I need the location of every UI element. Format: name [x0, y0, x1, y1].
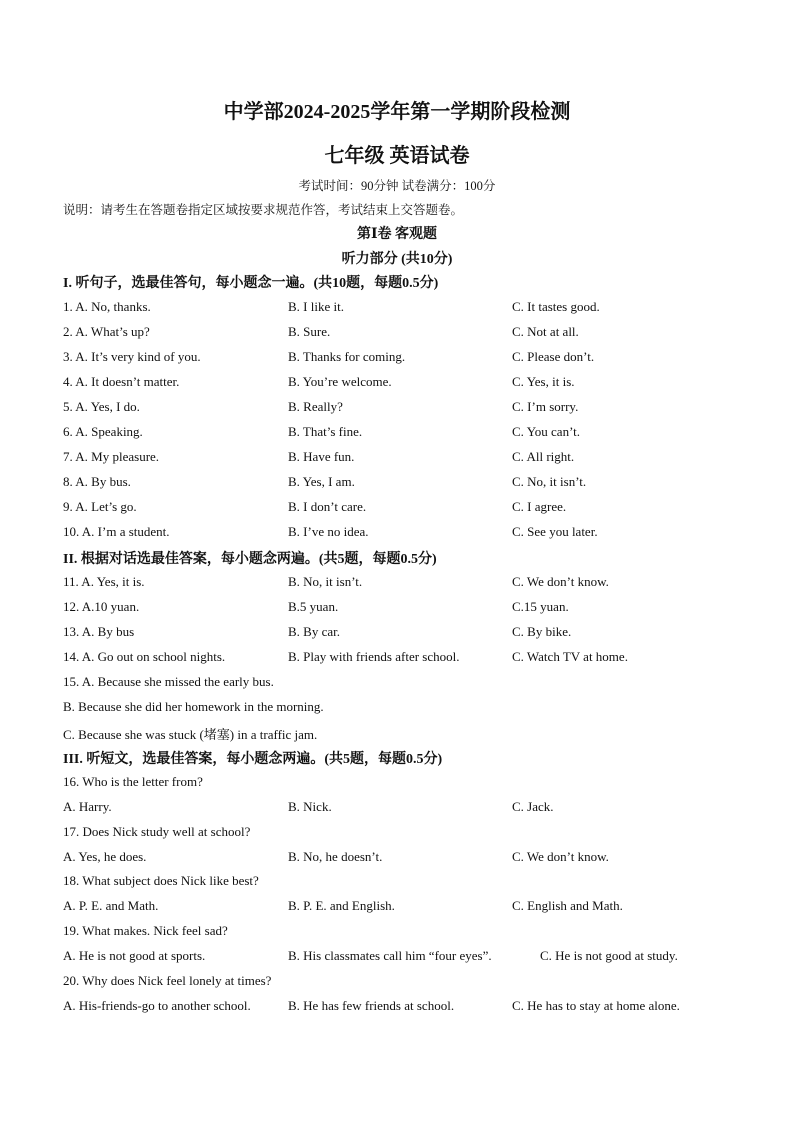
question-text: 16. Who is the letter from? — [63, 774, 203, 789]
option-a: A. His-friends-go to another school. — [63, 998, 251, 1013]
part-heading: 听力部分 (共10分) — [341, 252, 453, 267]
question-row — [0, 574, 794, 594]
option-c: C. Jack. — [512, 799, 554, 814]
question-row — [0, 499, 794, 519]
question-row — [0, 374, 794, 394]
option-a: 1. A. No, thanks. — [63, 299, 151, 314]
option-c: C. All right. — [512, 449, 575, 464]
option-c: C. By bike. — [512, 624, 572, 639]
option-a: 3. A. It’s very kind of you. — [63, 349, 201, 364]
option-c: C. We don’t know. — [512, 574, 609, 589]
option-b: B.5 yuan. — [288, 599, 339, 614]
question-row — [0, 624, 794, 644]
option-b: B. I don’t care. — [288, 499, 367, 514]
option-a: 6. A. Speaking. — [63, 424, 143, 439]
section-3-heading: III. 听短文，选最佳答案，每小题念两遍。(共5题，每题0.5分) — [63, 752, 443, 767]
question-row — [0, 424, 794, 444]
option-a: 10. A. I’m a student. — [63, 524, 170, 539]
option-b: B. Sure. — [288, 324, 331, 339]
exam-title: 中学部2024-2025学年第一学期阶段检测 — [223, 101, 571, 123]
option-c: C. It tastes good. — [512, 299, 600, 314]
option-b: B. Yes, I am. — [288, 474, 355, 489]
section-1-heading: I. 听句子，选最佳答句，每小题念一遍。(共10题，每题0.5分) — [63, 276, 439, 291]
option-c: C. See you later. — [512, 524, 598, 539]
option-b: B. His classmates call him “four eyes”. — [288, 948, 492, 963]
option-b: B. I like it. — [288, 299, 344, 314]
option-c: C. He is not good at study. — [540, 948, 678, 963]
exam-info: 考试时间：90分钟 试卷满分：100分 — [298, 179, 496, 193]
option-a: 13. A. By bus — [63, 624, 135, 639]
option-b: B. You’re welcome. — [288, 374, 392, 389]
option-c: C. He has to stay at home alone. — [512, 998, 680, 1013]
option-b: B. He has few friends at school. — [288, 998, 455, 1013]
question-row — [0, 524, 794, 544]
question-row — [0, 649, 794, 669]
option-b: B. No, he doesn’t. — [288, 849, 383, 864]
question-row — [0, 898, 794, 918]
option-a: 2. A. What’s up? — [63, 324, 150, 339]
option-a: A. Yes, he does. — [63, 849, 147, 864]
option-a: 4. A. It doesn’t matter. — [63, 374, 180, 389]
option-c: C.15 yuan. — [512, 599, 569, 614]
q15-option-a: 15. A. Because she missed the early bus. — [63, 674, 274, 689]
question-text: 19. What makes. Nick feel sad? — [63, 923, 228, 938]
option-c: C. Not at all. — [512, 324, 579, 339]
option-c: C. I agree. — [512, 499, 567, 514]
question-row — [0, 349, 794, 369]
option-b: B. No, it isn’t. — [288, 574, 363, 589]
question-text: 17. Does Nick study well at school? — [63, 824, 251, 839]
question-row — [0, 299, 794, 319]
option-c: C. Watch TV at home. — [512, 649, 628, 664]
option-a: 7. A. My pleasure. — [63, 449, 160, 464]
exam-instructions: 说明：请考生在答题卷指定区域按要求规范作答，考试结束上交答题卷。 — [63, 203, 464, 217]
option-a: A. Harry. — [63, 799, 112, 814]
option-c: C. We don’t know. — [512, 849, 609, 864]
option-a: A. P. E. and Math. — [63, 898, 159, 913]
option-a: 8. A. By bus. — [63, 474, 131, 489]
section-2-heading: II. 根据对话选最佳答案，每小题念两遍。(共5题，每题0.5分) — [63, 552, 437, 567]
option-b: B. Nick. — [288, 799, 332, 814]
option-a: 9. A. Let’s go. — [63, 499, 137, 514]
question-row — [0, 399, 794, 419]
question-row — [0, 449, 794, 469]
option-b: B. Have fun. — [288, 449, 355, 464]
exam-subtitle: 七年级 英语试卷 — [324, 145, 470, 167]
question-text: 20. Why does Nick feel lonely at times? — [63, 973, 272, 988]
question-text: 18. What subject does Nick like best? — [63, 873, 259, 888]
option-b: B. Really? — [288, 399, 343, 414]
option-c: C. Please don’t. — [512, 349, 595, 364]
question-row — [0, 474, 794, 494]
option-b: B. Thanks for coming. — [288, 349, 406, 364]
option-b: B. Play with friends after school. — [288, 649, 460, 664]
question-row — [0, 799, 794, 819]
option-b: B. That’s fine. — [288, 424, 363, 439]
option-a: A. He is not good at sports. — [63, 948, 206, 963]
q15-option-b: B. Because she did her homework in the morning. — [63, 699, 324, 714]
question-row — [0, 599, 794, 619]
option-b: B. P. E. and English. — [288, 898, 395, 913]
option-a: 12. A.10 yuan. — [63, 599, 140, 614]
option-c: C. English and Math. — [512, 898, 623, 913]
question-row — [0, 948, 794, 968]
option-a: 5. A. Yes, I do. — [63, 399, 140, 414]
question-row — [0, 324, 794, 344]
q15-option-c: C. Because she was stuck (堵塞) in a traffic jam. — [63, 727, 318, 742]
option-a: 11. A. Yes, it is. — [63, 574, 145, 589]
option-b: B. By car. — [288, 624, 340, 639]
option-c: C. Yes, it is. — [512, 374, 575, 389]
option-c: C. No, it isn’t. — [512, 474, 587, 489]
option-a: 14. A. Go out on school nights. — [63, 649, 226, 664]
question-row — [0, 998, 794, 1018]
option-c: C. You can’t. — [512, 424, 581, 439]
volume-heading: 第Ⅰ卷 客观题 — [356, 227, 438, 242]
option-c: C. I’m sorry. — [512, 399, 579, 414]
question-row — [0, 849, 794, 869]
option-b: B. I’ve no idea. — [288, 524, 369, 539]
